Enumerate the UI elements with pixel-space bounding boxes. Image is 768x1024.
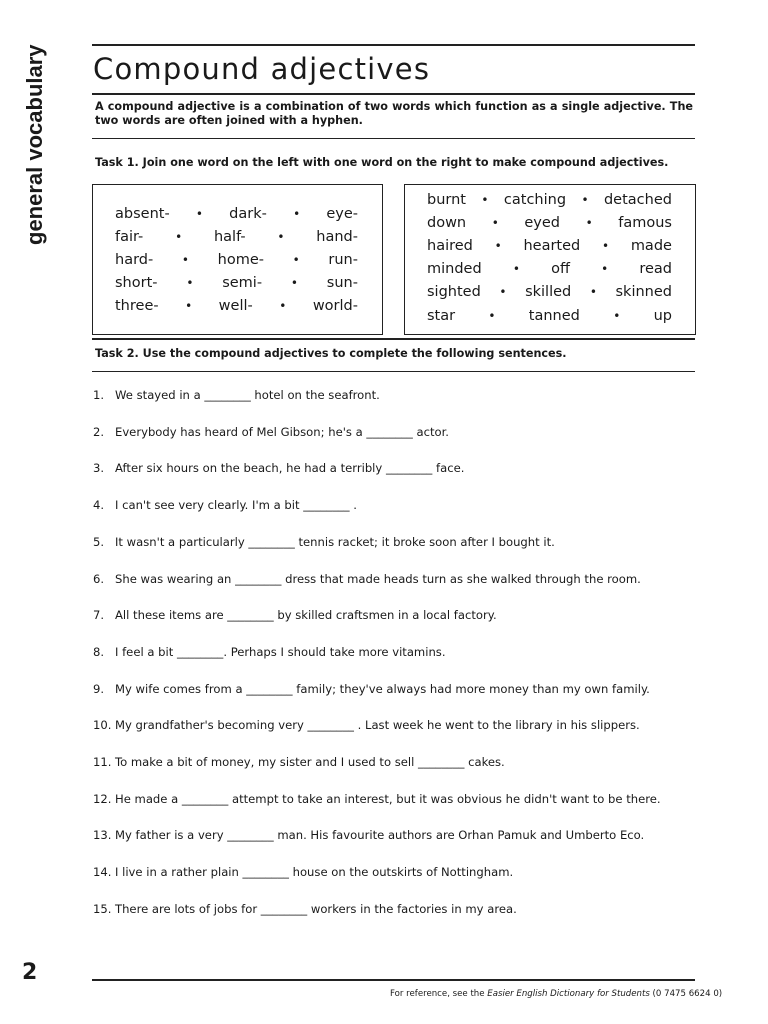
sentence-number: 7. bbox=[93, 608, 105, 623]
footer-book-title: Easier English Dictionary for Students bbox=[487, 989, 650, 999]
left-word-row bbox=[115, 225, 358, 248]
sentence-number: 2. bbox=[93, 424, 105, 439]
sentence-number: 15. bbox=[93, 901, 112, 916]
left-word-row bbox=[115, 248, 358, 271]
sentence-item bbox=[93, 865, 513, 879]
right-word: detached bbox=[603, 191, 672, 208]
sentence-item bbox=[93, 682, 650, 696]
left-word: run- bbox=[328, 251, 358, 268]
section-label: general vocabulary bbox=[22, 44, 47, 245]
bullet-separator: • bbox=[195, 206, 203, 221]
left-word: hand- bbox=[316, 228, 358, 245]
sentence-text: There are lots of jobs for ________ workers in the factories in my area. bbox=[115, 901, 517, 916]
sentence-number: 11. bbox=[93, 755, 112, 769]
right-word: tanned bbox=[528, 307, 580, 324]
left-word-row bbox=[115, 271, 358, 294]
sentence-item bbox=[93, 461, 464, 475]
left-word: eye- bbox=[326, 205, 358, 222]
sentence-item bbox=[93, 388, 380, 402]
right-word-list bbox=[427, 188, 672, 327]
page-number: 2 bbox=[22, 960, 38, 985]
sentence-text: We stayed in a ________ hotel on the seafront. bbox=[115, 388, 380, 402]
right-word: burnt bbox=[427, 191, 466, 208]
right-word: haired bbox=[427, 237, 473, 254]
left-word-list bbox=[115, 202, 358, 317]
sentence-number: 12. bbox=[93, 791, 112, 806]
footer-prefix: For reference, see the bbox=[390, 989, 488, 999]
right-word-row bbox=[427, 211, 672, 234]
bullet-separator: • bbox=[494, 238, 502, 253]
right-word: off bbox=[551, 261, 570, 278]
bullet-separator: • bbox=[601, 262, 609, 277]
footer-rule bbox=[92, 979, 695, 981]
sentence-number: 5. bbox=[93, 534, 105, 549]
left-word: three- bbox=[115, 297, 159, 314]
sentence-text: She was wearing an ________ dress that made heads turn as she walked through the room. bbox=[115, 571, 641, 586]
sentence-text: Everybody has heard of Mel Gibson; he's a ________ actor. bbox=[115, 424, 449, 439]
sentence-number: 9. bbox=[93, 681, 105, 696]
right-word: up bbox=[653, 307, 672, 324]
task2-instructions: Task 2. Use the compound adjectives to complete the following sentences. bbox=[95, 347, 567, 360]
bullet-separator: • bbox=[589, 285, 597, 300]
right-word: minded bbox=[427, 261, 482, 278]
sentence-text: My father is a very ________ man. His favourite authors are Orhan Pamuk and Umberto Eco. bbox=[115, 828, 645, 843]
left-word: dark- bbox=[229, 205, 267, 222]
sentence-text: To make a bit of money, my sister and I used to sell ________ cakes. bbox=[115, 755, 505, 769]
sentence-item bbox=[93, 498, 357, 512]
left-word: absent- bbox=[115, 205, 170, 222]
bullet-separator: • bbox=[186, 275, 194, 290]
sentence-text: My wife comes from a ________ family; they've always had more money than my own family. bbox=[115, 681, 650, 696]
sentence-text: All these items are ________ by skilled craftsmen in a local factory. bbox=[115, 608, 497, 623]
sentence-item bbox=[93, 645, 446, 659]
right-word-row bbox=[427, 234, 672, 257]
left-word: half- bbox=[213, 228, 246, 245]
sentence-text: I live in a rather plain ________ house on the outskirts of Nottingham. bbox=[115, 865, 514, 880]
sentence-text: It wasn't a particularly ________ tennis racket; it broke soon after I bought it. bbox=[115, 534, 555, 549]
right-word: famous bbox=[618, 214, 672, 231]
sentence-item bbox=[93, 572, 641, 586]
left-word: world- bbox=[312, 297, 358, 314]
left-word: fair- bbox=[115, 228, 144, 245]
sentence-text: I can't see very clearly. I'm a bit ________ . bbox=[115, 498, 357, 513]
bullet-separator: • bbox=[488, 308, 496, 323]
left-word-row bbox=[115, 202, 358, 225]
right-word: skilled bbox=[525, 284, 572, 301]
right-word: star bbox=[427, 307, 456, 324]
sentence-number: 8. bbox=[93, 644, 105, 659]
bullet-separator: • bbox=[481, 192, 489, 207]
left-word: semi- bbox=[222, 274, 263, 291]
sentence-number: 6. bbox=[93, 571, 105, 586]
intro-rule bbox=[92, 138, 695, 139]
bullet-separator: • bbox=[279, 298, 287, 313]
sentence-item bbox=[93, 902, 517, 916]
sentence-item bbox=[93, 608, 497, 622]
right-word: skinned bbox=[615, 284, 672, 301]
sentence-number: 3. bbox=[93, 461, 105, 476]
page-title: Compound adjectives bbox=[93, 52, 431, 86]
right-word: catching bbox=[503, 191, 567, 208]
bullet-separator: • bbox=[491, 215, 499, 230]
left-word: sun- bbox=[326, 274, 358, 291]
sentence-item bbox=[93, 535, 555, 549]
bullet-separator: • bbox=[512, 262, 520, 277]
sentence-item bbox=[93, 755, 505, 769]
left-word: hard- bbox=[115, 251, 154, 268]
sentence-item bbox=[93, 792, 661, 806]
right-word-row bbox=[427, 281, 672, 304]
sentence-item bbox=[93, 425, 449, 439]
sentence-item bbox=[93, 718, 640, 732]
title-rule bbox=[92, 93, 695, 95]
task2-bottom-rule bbox=[92, 371, 695, 372]
bullet-separator: • bbox=[581, 192, 589, 207]
bullet-separator: • bbox=[181, 252, 189, 267]
bullet-separator: • bbox=[185, 298, 193, 313]
left-word-row bbox=[115, 294, 358, 317]
right-word: sighted bbox=[427, 284, 481, 301]
footer-reference bbox=[390, 989, 722, 999]
sentence-text: After six hours on the beach, he had a terribly ________ face. bbox=[115, 461, 465, 476]
bullet-separator: • bbox=[175, 229, 183, 244]
bullet-separator: • bbox=[290, 275, 298, 290]
left-word: short- bbox=[115, 274, 158, 291]
sentence-number: 4. bbox=[93, 498, 105, 513]
sentence-number: 13. bbox=[93, 828, 112, 843]
sentence-number: 10. bbox=[93, 718, 112, 733]
sentence-number: 1. bbox=[93, 388, 105, 402]
sentence-text: I feel a bit ________. Perhaps I should take more vitamins. bbox=[115, 644, 446, 659]
sentence-text: My grandfather's becoming very ________ . Last week he went to the library in his slippers. bbox=[115, 718, 640, 733]
sentence-item bbox=[93, 828, 644, 842]
bullet-separator: • bbox=[499, 285, 507, 300]
task1-instructions: Task 1. Join one word on the left with one word on the right to make compound adjectives. bbox=[95, 156, 669, 169]
bullet-separator: • bbox=[293, 206, 301, 221]
right-word: down bbox=[427, 214, 467, 231]
task2-top-rule bbox=[92, 338, 695, 340]
sentence-text: He made a ________ attempt to take an interest, but it was obvious he didn't want to be there. bbox=[115, 791, 661, 806]
right-word: eyed bbox=[524, 214, 560, 231]
left-word: well- bbox=[218, 297, 253, 314]
footer-suffix: (0 7475 6624 0) bbox=[649, 989, 723, 999]
bullet-separator: • bbox=[613, 308, 621, 323]
bullet-separator: • bbox=[292, 252, 300, 267]
sentence-number: 14. bbox=[93, 865, 112, 880]
right-word-row bbox=[427, 304, 672, 327]
right-word: made bbox=[630, 237, 672, 254]
right-word-row bbox=[427, 188, 672, 211]
right-word-row bbox=[427, 258, 672, 281]
bullet-separator: • bbox=[585, 215, 593, 230]
left-word: home- bbox=[217, 251, 264, 268]
intro-text: A compound adjective is a combination of two words which function as a single adjective. The two words are often joined with a hyphen. bbox=[95, 100, 693, 127]
bullet-separator: • bbox=[277, 229, 285, 244]
right-word: hearted bbox=[523, 237, 581, 254]
right-word: read bbox=[639, 261, 672, 278]
top-rule bbox=[92, 44, 695, 46]
bullet-separator: • bbox=[601, 238, 610, 253]
